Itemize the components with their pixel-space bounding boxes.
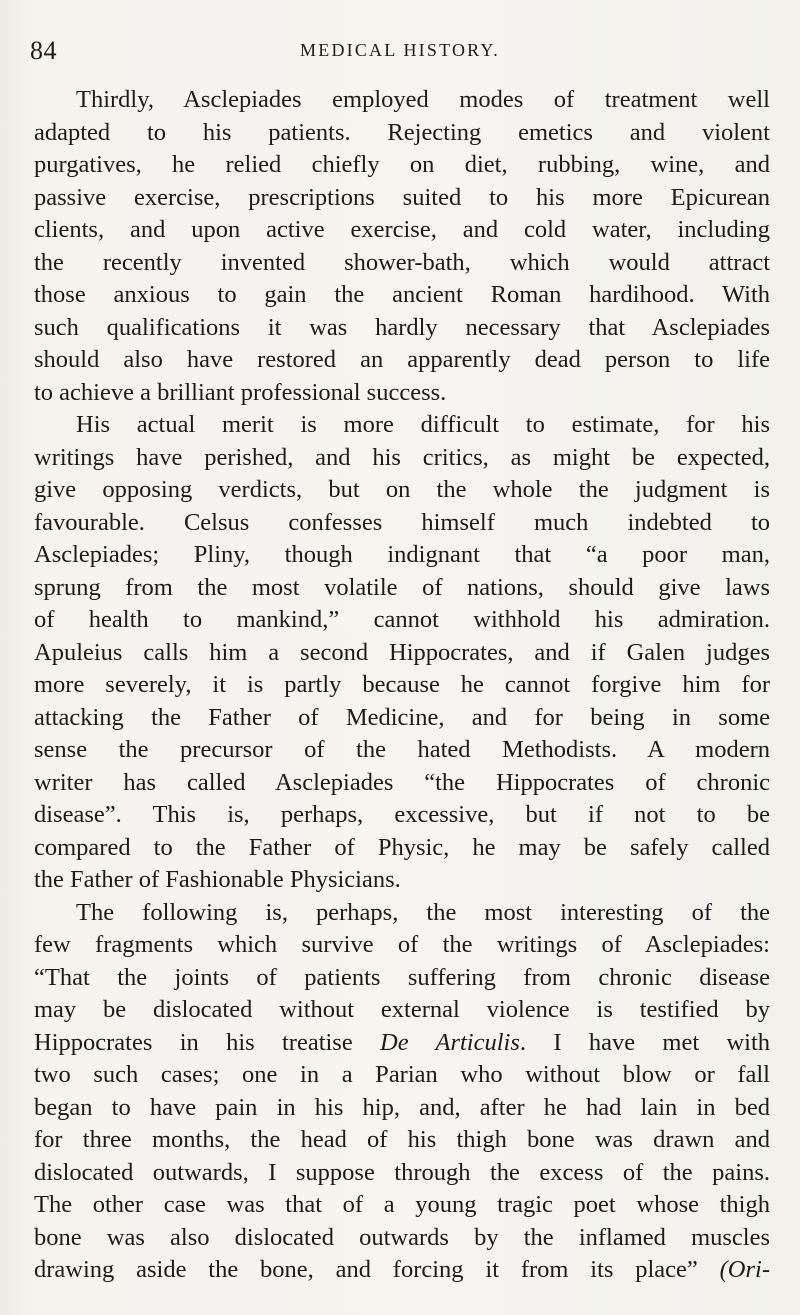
italic-title: De Articulis	[380, 1028, 520, 1056]
text-line: disease”. This is, perhaps, excessive, but if not to be	[34, 801, 770, 828]
text-line: attacking the Father of Medicine, and for being in some	[34, 703, 770, 731]
text-line: The following is, perhaps, the most interesting of the	[76, 898, 770, 926]
text-line: those anxious to gain the ancient Roman hardihood. With	[34, 281, 770, 308]
running-head: MEDICAL HISTORY.	[300, 40, 500, 60]
text-line: dislocated outwards, I suppose through the excess of the pains.	[34, 1158, 770, 1186]
text-line: for three months, the head of his thigh bone was drawn and	[34, 1126, 770, 1153]
text-line: His actual merit is more difficult to estimate, for his	[76, 411, 770, 438]
text-line: adapted to his patients. Rejecting emetics and violent	[34, 118, 770, 146]
text-line: Asclepiades; Pliny, though indignant that “a poor man,	[34, 541, 770, 568]
text-line: two such cases; one in a Parian who without blow or fall	[34, 1061, 770, 1088]
text-line: sense the precursor of the hated Methodists. A modern	[34, 736, 770, 763]
text-line: Thirdly, Asclepiades employed modes of treatment well	[76, 86, 770, 113]
text-line: few fragments which survive of the writings of Asclepiades:	[34, 931, 770, 958]
text-line: compared to the Father of Physic, he may be safely called	[34, 833, 770, 861]
text-line-with-italic	[34, 1027, 770, 1060]
text-line: more severely, it is partly because he cannot forgive him for	[34, 671, 770, 698]
text-line: purgatives, he relied chiefly on diet, rubbing, wine, and	[34, 151, 770, 178]
text-segment: drawing aside the bone, and forcing it from its place”	[34, 1256, 720, 1283]
page-header	[0, 36, 800, 70]
text-line: writings have perished, and his critics, as might be expected,	[34, 443, 770, 471]
text-line: such qualifications it was hardly necessary that Asclepiades	[34, 313, 770, 341]
text-line: writer has called Asclepiades “the Hippocrates of chronic	[34, 768, 770, 796]
text-line: The other case was that of a young tragic poet whose thigh	[34, 1191, 770, 1218]
text-line: sprung from the most volatile of nations, should give laws	[34, 573, 770, 601]
text-line: clients, and upon active exercise, and cold water, including	[34, 216, 770, 243]
text-line: passive exercise, prescriptions suited to his more Epicurean	[34, 183, 770, 211]
text-line: favourable. Celsus confesses himself much indebted to	[34, 508, 770, 536]
text-line-with-italic	[34, 1254, 770, 1287]
text-line: began to have pain in his hip, and, after he had lain in bed	[34, 1093, 770, 1121]
text-line: may be dislocated without external violence is testified by	[34, 996, 770, 1023]
text-line: to achieve a brilliant professional success.	[34, 378, 447, 406]
text-line: bone was also dislocated outwards by the inflamed muscles	[34, 1223, 770, 1251]
text-line: should also have restored an apparently dead person to life	[34, 346, 770, 373]
text-segment: Hippocrates in his treatise	[34, 1028, 381, 1056]
body-text	[34, 84, 770, 1287]
text-line: the Father of Fashionable Physicians.	[34, 866, 401, 893]
text-line: the recently invented shower-bath, which would attract	[34, 248, 770, 276]
text-line: “That the joints of patients suffering from chronic disease	[34, 963, 770, 991]
page-number: 84	[30, 36, 57, 65]
italic-reference: (Ori-	[719, 1256, 770, 1283]
text-line: Apuleius calls him a second Hippocrates, and if Galen judges	[34, 638, 770, 666]
text-segment: . I have met with	[519, 1028, 771, 1056]
text-line: give opposing verdicts, but on the whole the judgment is	[34, 476, 770, 503]
text-line: of health to mankind,” cannot withhold his admiration.	[34, 606, 770, 633]
